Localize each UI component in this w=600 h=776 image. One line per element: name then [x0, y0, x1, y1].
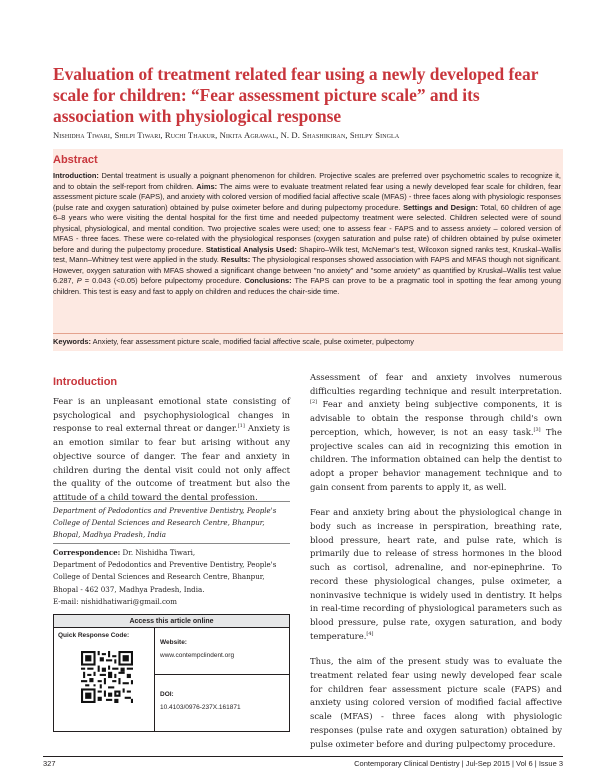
abstract-p-symbol: P: [76, 276, 82, 286]
right-paragraph-2: [310, 506, 562, 643]
access-divider-horizontal: [154, 674, 290, 675]
rc-p2-a: Fear and anxiety bring about the physiological change in body such as increase in perspiration, breathing rate, blood pressure, heart rate, and pulse rate, which is primarily due to release of stress hormones in the blood such as cortisol, adrenaline, and nor-epinephrine. To record these physiological changes, pulse oximeter, a noninvasive technique is widely used in dentistry. It helps in real-time recording of physiological parameters such as blood pressure, pulse rate, oxygen saturation, and body temperature.: [310, 507, 562, 641]
footer-divider: [43, 756, 563, 757]
abstract-stats-text: Shapiro–Wilk test, McNemar's test, Wilcoxon signed ranks test, Kruskal–Wallis test, Mann–Whitney test were applied in the study.: [53, 244, 561, 265]
abstract-intro-text: Dental treatment is usually a poignant phenomenon for children. Projective scales are preferred over psychometric scales to recognize it, and to obtain the self-report from children.: [53, 171, 561, 191]
right-paragraph-1: [310, 371, 562, 494]
citation-ref[interactable]: [3]: [533, 427, 541, 433]
rc-p1-a: Assessment of fear and anxiety involves numerous difficulties regarding technique and result interpretation.: [310, 372, 562, 396]
intro-text-a: Fear is an unpleasant emotional state consisting of psychological and psychophysiological changes in response to real external threat or danger.: [53, 396, 290, 434]
abstract-results-label: Results:: [220, 255, 251, 265]
intro-text-b: Anxiety is an emotion similar to fear but arising without any objective source of danger. The fear and anxiety in children during the dental visit could not only affect the quality of the outcome of treatment but also the attitude of a child toward the dental profession.: [53, 423, 290, 502]
doi-link[interactable]: 10.4103/0976-237X.161871: [160, 704, 241, 711]
access-article-box: [53, 614, 290, 732]
abstract-results-text-2: = 0.043 (<0.05) before pulpectomy procedure.: [81, 276, 245, 286]
correspondence-line1: Department of Pedodontics and Preventive Dentistry, People's College of Dental Sciences and Research Centre, Bhanpur,: [53, 560, 277, 582]
abstract-divider: [53, 333, 563, 334]
introduction-heading: Introduction: [53, 376, 118, 388]
correspondence-name: Dr. Nishidha Tiwari,: [120, 548, 196, 557]
qr-code-icon[interactable]: [81, 651, 133, 703]
abstract-stats-label: Statistical Analysis Used:: [205, 244, 297, 254]
keywords: [53, 337, 561, 347]
abstract-aims-text: The aims were to evaluate treatment related fear using a newly developed fear scale for children, fear assessment picture scale (FAPS), and anxiety with colored version of modified facial affective scale (MFAS) - three faces along with physiologic responses (pulse rate and oxygen saturation) obtained by pulse oximeter before and during pulpectomy procedure.: [53, 181, 561, 212]
affiliation: Department of Pedodontics and Preventive Dentistry, People's College of Dental Sciences and Research Centre, Bhanpur, Bhopal, Madhya Pradesh, India: [53, 506, 277, 540]
article-title: Evaluation of treatment related fear using a newly developed fear scale for children: “Fear assessment picture scale” and its association with physiological response: [53, 64, 539, 126]
abstract-settings-text: Total, 60 children of age 6–8 years who were visiting the dental hospital for the first time and needed pulpectomy treatment were selected. Children selected were of sound physical, physiological, and mental condition. Two projective scales were used; one to assess fear - FAPS and to assess anxiety – colored version of MFAS - three faces. These were co-related with the physiological responses (oxygen saturation and pulse rate) of children obtained by pulse oximeter before and during the pulpectomy procedure.: [53, 202, 561, 254]
qr-label: Quick Response Code:: [58, 632, 130, 639]
correspondence: [53, 547, 290, 608]
abstract-heading: Abstract: [53, 154, 98, 166]
affiliation-divider-top: [53, 501, 290, 502]
correspondence-label: Correspondence:: [53, 548, 121, 557]
website-label: Website:: [160, 639, 187, 646]
author-list: Nishidha Tiwari, Shilpi Tiwari, Ruchi Thakur, Nikita Agrawal, N. D. Shashikiran, Shilpy Singla: [53, 130, 400, 140]
citation-ref[interactable]: [2]: [310, 399, 318, 406]
abstract-intro-label: Introduction:: [53, 171, 99, 180]
citation-ref[interactable]: [1]: [237, 423, 245, 430]
right-paragraph-3: Thus, the aim of the present study was to evaluate the treatment related fear using newly developed fear scale for children fear assessment picture scale (FAPS) and anxiety using colored version of modified facial affective scale (MFAS) - three faces along with physiologic responses (pulse rate and oxygen saturation) obtained by pulse oximeter before and during pulpectomy procedure.: [310, 656, 562, 749]
keywords-label: Keywords:: [53, 337, 92, 346]
abstract-conclusions-text: The FAPS can prove to be a pragmatic tool in spotting the fear among young children. This test is easy and fast to apply on children and reduces the chair-side time.: [53, 276, 561, 297]
correspondence-email[interactable]: E-mail: nishidhatiwari@gmail.com: [53, 596, 177, 606]
affiliation-divider-bottom: [53, 543, 290, 544]
doi-label: DOI:: [160, 691, 174, 698]
right-column: [310, 371, 562, 763]
access-header: Access this article online: [54, 615, 289, 628]
rc-p1-b: Fear and anxiety being subjective components, it is advisable to obtain the response through child's own perception, which, however, is not an easy task.: [310, 399, 562, 437]
access-divider-vertical: [154, 628, 155, 732]
abstract-results-text-1: The physiological responses showed association with FAPS and MFAS though not significant. However, oxygen saturation with MFAS showed a significant change between "no anxiety" and "some anxiety" as quantified by Kruskal–Wallis test value 6.287,: [53, 255, 561, 286]
abstract-settings-label: Settings and Design:: [403, 202, 478, 212]
journal-footer: Contemporary Clinical Dentistry | Jul-Sep 2015 | Vol 6 | Issue 3: [354, 759, 563, 768]
abstract-conclusions-label: Conclusions:: [244, 276, 292, 286]
rc-p1-c: The projective scales can aid in recognizing this emotion in children. The information obtained can help the dentist to adopt a proper behavior management technique and to gain consent from parents to apply it, as well.: [310, 426, 562, 492]
correspondence-line2: Bhopal - 462 037, Madhya Pradesh, India.: [53, 584, 205, 594]
abstract-text: [53, 171, 561, 298]
keywords-text: Anxiety, fear assessment picture scale, modified facial affective scale, pulse oximeter, pulpectomy: [91, 337, 415, 346]
introduction-paragraph: [53, 395, 290, 505]
abstract-aims-label: Aims:: [196, 181, 218, 191]
page-number: 327: [43, 759, 56, 768]
citation-ref[interactable]: [4]: [366, 630, 374, 637]
website-link[interactable]: www.contempclindent.org: [160, 652, 235, 659]
